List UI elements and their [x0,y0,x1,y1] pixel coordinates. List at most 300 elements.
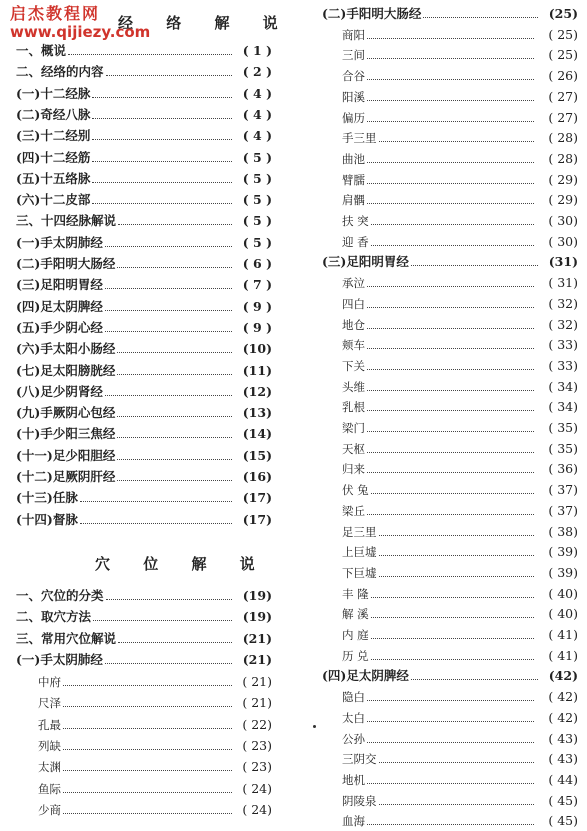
toc-entry-label: 隐白 [342,690,365,705]
toc-point-entry [16,779,272,799]
dot-leader [367,307,534,308]
dot-leader [371,659,534,660]
toc-entry-page: ( 38) [548,523,578,539]
toc-entry-page: ( 37) [548,482,578,498]
toc-entry-label: 公孙 [342,731,365,746]
dot-leader [367,514,534,515]
toc-entry-page: ( 35) [548,420,578,435]
toc-entry-label: 太白 [342,710,365,725]
toc-entry-label: 足三里 [342,524,377,539]
toc-point-entry [322,108,578,128]
toc-entry-label: 尺泽 [38,696,61,711]
toc-entry-page: ( 6 ) [242,256,272,271]
toc-point-entry [322,501,578,521]
toc-entry-label: (二)手阳明大肠经 [16,256,116,271]
toc-entry-page: ( 25) [548,26,578,42]
dot-leader [367,348,534,349]
toc-entry-label: 太渊 [38,760,61,775]
toc-entry-label: 一、穴位的分类 [16,588,104,603]
toc-entry-page: ( 40) [548,606,578,622]
toc-entry-page: ( 23) [242,759,272,775]
toc-point-entry [16,693,272,713]
watermark [10,4,150,42]
dot-leader [367,410,534,411]
dot-leader [63,749,232,750]
toc-point-entry [322,170,578,190]
toc-entry-page: ( 28) [548,130,578,146]
toc-entry-label: 上巨墟 [342,545,377,560]
toc-entry-label: 承泣 [342,276,365,291]
toc-point-entry [322,377,578,397]
dot-leader [93,620,232,621]
dot-leader [367,721,534,722]
toc-entry-page: ( 29) [548,171,578,187]
dot-leader [117,416,232,417]
toc-entry [16,211,272,231]
toc-point-entry [16,715,272,735]
dot-leader [371,597,534,598]
toc-point-entry [322,439,578,459]
toc-entry-label: 迎 香 [342,234,369,249]
toc-point-entry [322,128,578,148]
toc-entry-label: 列缺 [38,738,61,753]
toc-entry [16,275,272,295]
toc-entry-page: ( 30) [548,213,578,228]
dot-leader [117,267,232,268]
toc-entry-label: (一)手太阴肺经 [16,234,103,250]
toc-entry-label: 三间 [342,48,365,63]
dot-leader [92,161,232,162]
toc-entry-page: ( 2 ) [242,64,272,80]
toc-entry-label: 内 庭 [342,628,369,642]
toc-entry-page: ( 32) [548,295,578,311]
toc-entry-page: ( 27) [548,109,578,125]
toc-entry-page: ( 39) [548,544,578,560]
toc-entry-page: ( 28) [548,150,578,166]
toc-entry [16,126,272,146]
dot-leader [379,141,534,142]
toc-entry [16,41,272,61]
toc-entry [16,650,272,670]
toc-entry-page: (17) [242,490,272,506]
toc-entry-label: 手三里 [342,131,377,146]
toc-entry-page: (15) [242,447,272,463]
dot-leader [63,792,232,793]
toc-entry-page: ( 5 ) [242,192,272,208]
toc-entry-label: (二)手阳明大肠经 [322,6,422,21]
dot-leader [371,493,534,494]
toc-point-entry [322,480,578,500]
toc-point-entry [322,356,578,376]
toc-entry-page: ( 41) [548,627,578,642]
toc-entry-page: (10) [242,341,272,357]
dot-leader [118,224,232,225]
toc-entry [16,586,272,606]
toc-entry-label: 孔最 [38,717,61,732]
toc-entry-label: 一、概说 [16,43,67,58]
toc-entry-page: (12) [242,383,272,399]
toc-entry-page: (11) [242,362,272,378]
toc-entry-label: 颊车 [342,338,365,353]
toc-entry-label: (一)手太阴肺经 [16,651,103,667]
toc-entry-label: 臂臑 [342,172,365,187]
toc-right-column [312,0,587,829]
dot-leader [379,804,534,805]
dot-leader [367,203,534,204]
toc-point-entry [322,273,578,293]
toc-entry-page: ( 24) [242,780,272,796]
toc-entry-page: ( 35) [548,440,578,456]
dot-leader [367,328,534,329]
dot-leader [80,523,232,524]
toc-entry-label: (三)足阳明胃经 [16,277,103,293]
toc-entry-page: ( 32) [548,316,578,332]
toc-entry-page: ( 26) [548,68,578,84]
toc-entry-label: (十三)任脉 [16,490,78,506]
toc-entry [322,4,578,24]
toc-entry-page: ( 39) [548,564,578,580]
dot-leader [105,310,232,311]
toc-entry-page: ( 34) [548,378,578,394]
dot-leader [371,638,534,639]
toc-entry [16,607,272,627]
dot-leader [63,706,232,707]
dot-leader [106,599,232,600]
toc-entry-page: ( 43) [548,751,578,767]
toc-entry [16,105,272,125]
toc-entry-label: 血海 [342,814,365,829]
toc-point-entry [322,584,578,604]
dot-leader [63,813,232,814]
toc-entry-label: (四)足太阴脾经 [322,668,409,684]
toc-entry-page: ( 21) [242,674,272,689]
dot-leader [63,770,232,771]
toc-entry-page: ( 23) [242,737,272,753]
dot-leader [371,224,534,225]
toc-entry-page: ( 9 ) [242,298,272,314]
toc-point-entry [16,672,272,692]
toc-entry-label: 头维 [342,379,365,394]
dot-leader [367,700,534,701]
toc-entry-page: ( 33) [548,337,578,353]
section-heading-acupoints: 穴 位 解 说 [95,555,269,573]
dot-leader [379,555,534,556]
toc-entry-label: 阴陵泉 [342,793,377,808]
toc-point-entry [322,397,578,417]
dot-leader [371,245,534,246]
toc-point-entry [16,757,272,777]
dot-leader [367,286,534,287]
dot-leader [92,118,232,119]
toc-point-entry [322,687,578,707]
toc-point-entry [322,811,578,831]
toc-entry-page: ( 36) [548,461,578,477]
toc-entry-label: 四白 [342,296,365,311]
toc-entry-label: 丰 隆 [342,586,369,601]
dot-leader [423,17,538,18]
toc-entry-label: (五)十五络脉 [16,170,91,186]
toc-entry [16,148,272,168]
toc-entry-label: 天枢 [342,441,365,456]
dot-leader [367,100,534,101]
toc-entry-page: ( 4 ) [242,85,272,101]
toc-entry [16,339,272,359]
toc-entry-label: (九)手厥阴心包经 [16,405,116,421]
toc-entry [16,424,272,444]
toc-entry-page: ( 9 ) [242,319,272,335]
dot-leader [411,265,538,266]
dot-leader [367,824,534,825]
toc-entry-label: 伏 兔 [342,483,369,498]
toc-entry-page: ( 29) [548,192,578,208]
toc-point-entry [322,563,578,583]
toc-entry-page: (13) [242,405,272,421]
dot-leader [367,369,534,370]
dot-leader [371,617,534,618]
toc-entry-page: ( 21) [242,695,272,711]
toc-entry-page: (16) [242,469,272,484]
toc-point-entry [322,542,578,562]
toc-entry [16,254,272,274]
toc-entry-label: 二、取穴方法 [16,609,92,625]
toc-entry-page: ( 27) [548,88,578,104]
toc-entry-label: (十一)足少阳胆经 [16,447,116,463]
dot-leader [117,352,232,353]
dot-leader [117,374,232,375]
toc-entry-page: (19) [242,609,272,625]
toc-entry-page: ( 5 ) [242,213,272,229]
toc-entry-label: 阳溪 [342,89,365,104]
dot-leader [105,246,232,247]
toc-entry-label: (一)十二经脉 [16,85,91,101]
toc-entry-page: (17) [242,511,272,527]
toc-point-entry [322,25,578,45]
toc-entry-label: (三)足阳明胃经 [322,254,409,270]
toc-entry-page: ( 45) [548,813,578,829]
toc-entry-label: 合谷 [342,69,365,84]
toc-entry-label: 鱼际 [38,781,61,796]
toc-entry-label: 下关 [342,358,365,373]
toc-entry-page: (21) [242,630,272,646]
toc-entry-page: (21) [242,651,272,667]
toc-entry-page: ( 4 ) [242,128,272,144]
dot-leader [118,642,232,643]
dot-leader [367,121,534,122]
toc-entry-page: ( 40) [548,585,578,601]
toc-entry-label: 归来 [342,462,365,477]
toc-entry-label: (八)足少阴肾经 [16,383,103,399]
toc-entry-label: (五)手少阴心经 [16,319,103,335]
toc-entry [16,446,272,466]
dot-leader [105,395,232,396]
toc-point-entry [322,418,578,438]
dot-leader [379,576,534,577]
dot-leader [367,452,534,453]
toc-point-entry [322,335,578,355]
dot-leader [105,288,232,289]
dot-leader [92,97,232,98]
toc-entry-label: 三阴交 [342,752,377,767]
toc-entry-page: (19) [242,588,272,603]
toc-entry-page: (42) [548,668,578,684]
watermark-url: www.qijiezy.com [10,23,151,41]
watermark-title: 启杰教程网 [10,4,101,23]
toc-entry-page: ( 37) [548,502,578,518]
toc-entry-label: (七)足太阳膀胱经 [16,362,116,378]
toc-entry-label: 解 溪 [342,607,369,622]
toc-entry [16,382,272,402]
toc-point-entry [322,66,578,86]
toc-entry-page: ( 22) [242,716,272,732]
dot-leader [411,679,538,680]
toc-point-entry [322,708,578,728]
toc-point-entry [322,87,578,107]
toc-entry-label: 梁门 [342,421,365,435]
toc-entry-label: (四)十二经筋 [16,149,91,165]
dot-leader [367,58,534,59]
dot-leader [92,139,232,140]
toc-point-entry [322,149,578,169]
dot-leader [63,685,232,686]
toc-entry-label: (十)手少阳三焦经 [16,426,116,442]
toc-entry-page: ( 33) [548,357,578,373]
dot-leader [117,480,232,481]
dot-leader [367,38,534,39]
toc-entry-label: (十二)足厥阴肝经 [16,469,116,484]
toc-entry [16,467,272,487]
toc-entry-label: 偏历 [342,110,365,125]
toc-entry [322,252,578,272]
toc-entry-page: ( 31) [548,275,578,291]
toc-entry-label: (六)十二皮部 [16,192,91,208]
dot-leader [68,54,232,55]
toc-entry-label: 乳根 [342,400,365,415]
dot-leader [80,501,232,502]
toc-entry [16,361,272,381]
toc-entry [16,62,272,82]
toc-entry-label: 少商 [38,802,61,817]
toc-point-entry [322,791,578,811]
dot-leader [117,437,232,438]
toc-point-entry [322,604,578,624]
toc-entry-label: 中府 [38,675,61,689]
dot-leader [92,203,232,204]
dot-leader [117,459,232,460]
toc-entry-label: 历 兑 [342,648,369,663]
toc-entry-page: ( 45) [548,792,578,808]
section-heading-meridians: 经 络 解 说 [118,14,292,32]
dot-leader [63,728,232,729]
toc-entry-label: 曲池 [342,151,365,166]
dot-leader [367,162,534,163]
toc-point-entry [322,749,578,769]
toc-entry-page: ( 24) [242,801,272,817]
toc-entry-page: ( 4 ) [242,106,272,122]
toc-entry [16,510,272,530]
dot-leader [379,762,534,763]
toc-point-entry [322,45,578,65]
toc-entry-page: ( 7 ) [242,277,272,293]
toc-entry [16,84,272,104]
toc-entry-page: (31) [548,254,578,270]
toc-entry [322,666,578,686]
toc-entry [16,488,272,508]
toc-entry [16,169,272,189]
toc-entry-label: 扶 突 [342,214,369,228]
toc-point-entry [322,522,578,542]
toc-point-entry [322,625,578,645]
toc-entry-page: ( 34) [548,399,578,415]
dot-leader [92,182,232,183]
page-mark [313,725,316,728]
toc-entry-page: ( 41) [548,647,578,663]
toc-entry-label: (三)十二经别 [16,128,91,144]
toc-entry-label: 商阳 [342,27,365,42]
toc-entry-label: (六)手太阳小肠经 [16,341,116,357]
toc-entry-label: 三、十四经脉解说 [16,213,117,229]
dot-leader [105,663,232,664]
toc-point-entry [322,232,578,252]
toc-entry-label: 地机 [342,772,365,787]
toc-entry-page: ( 44) [548,771,578,787]
toc-point-entry [322,729,578,749]
toc-entry-page: ( 5 ) [242,170,272,186]
toc-entry [16,190,272,210]
dot-leader [367,783,534,784]
toc-entry-label: 肩髃 [342,193,365,208]
dot-leader [379,535,534,536]
toc-point-entry [322,190,578,210]
toc-entry-label: 二、经络的内容 [16,64,104,80]
toc-point-entry [322,770,578,790]
dot-leader [367,742,534,743]
toc-entry-label: (二)奇经八脉 [16,106,91,122]
dot-leader [367,431,534,432]
dot-leader [105,331,232,332]
toc-entry-page: ( 1 ) [242,43,272,58]
toc-entry-page: ( 25) [548,47,578,63]
toc-point-entry [322,211,578,231]
toc-point-entry [322,459,578,479]
dot-leader [367,183,534,184]
toc-entry-label: 梁丘 [342,503,365,518]
toc-entry-label: (四)足太阴脾经 [16,298,103,314]
dot-leader [367,472,534,473]
toc-entry-page: ( 43) [548,730,578,746]
dot-leader [367,390,534,391]
toc-left-column [0,0,290,815]
toc-point-entry [16,736,272,756]
toc-point-entry [16,800,272,820]
toc-entry-label: 地仓 [342,317,365,332]
toc-entry [16,297,272,317]
toc-entry-label: (十四)督脉 [16,511,78,527]
toc-entry [16,233,272,253]
toc-entry-page: (25) [548,6,578,21]
toc-entry-page: ( 42) [548,689,578,705]
toc-entry [16,629,272,649]
toc-entry-page: ( 5 ) [242,234,272,250]
toc-entry [16,403,272,423]
toc-entry-page: ( 30) [548,233,578,249]
toc-entry [16,318,272,338]
dot-leader [106,75,232,76]
toc-entry-label: 三、常用穴位解说 [16,630,117,646]
dot-leader [367,79,534,80]
toc-point-entry [322,646,578,666]
toc-point-entry [322,315,578,335]
toc-entry-label: 下巨墟 [342,565,377,580]
